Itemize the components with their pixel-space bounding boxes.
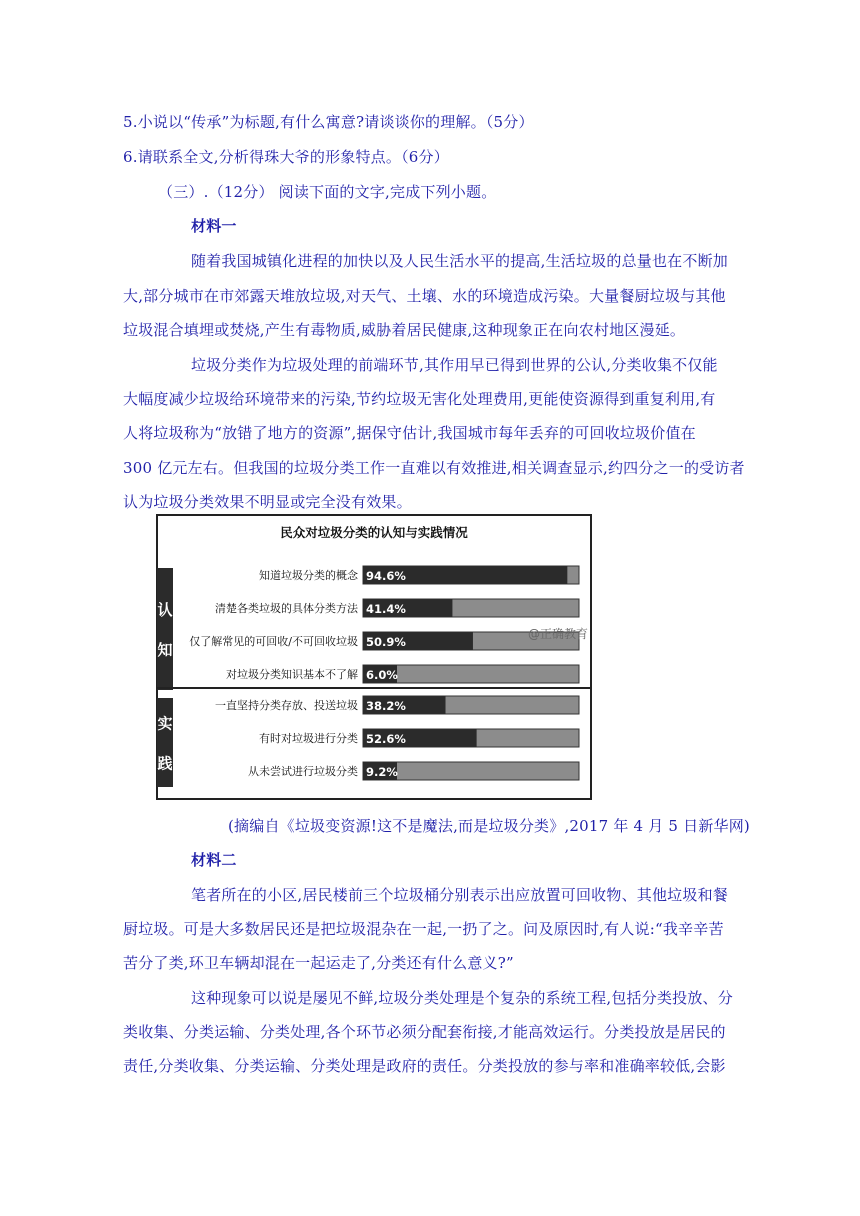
group-side-label: 知	[157, 641, 173, 659]
group-side-label: 认	[157, 601, 173, 619]
section-3-heading: （三）.（12分） 阅读下面的文字,完成下列小题。	[158, 183, 497, 201]
bar-category-label: 对垃圾分类知识基本不了解	[226, 668, 358, 681]
chart-title: 民众对垃圾分类的认知与实践情况	[280, 525, 468, 540]
group-side-block-0	[157, 568, 173, 690]
material-1-heading: 材料一	[191, 217, 237, 235]
bar-category-label: 清楚各类垃圾的具体分类方法	[215, 602, 358, 615]
bar-value-label: 38.2%	[366, 699, 406, 713]
bar-category-label: 有时对垃圾进行分类	[259, 732, 358, 745]
chart-frame	[157, 515, 591, 799]
bar-value-label: 6.0%	[366, 668, 398, 682]
survey-bar-chart	[156, 514, 592, 800]
bar-value-label: 94.6%	[366, 569, 406, 583]
material-2-para-2-line-2: 类收集、分类运输、分类处理,各个环节必须分配套衔接,才能高效运行。分类投放是居民的	[123, 1023, 726, 1041]
material-2-heading: 材料二	[191, 851, 237, 869]
bar-category-label: 知道垃圾分类的概念	[259, 569, 358, 582]
question-6: 6.请联系全文,分析得珠大爷的形象特点。（6分）	[123, 148, 449, 166]
material-2-para-1-line-1: 笔者所在的小区,居民楼前三个垃圾桶分别表示出应放置可回收物、其他垃圾和餐	[191, 886, 728, 904]
material-1-para-2-line-2: 大幅度减少垃圾给环境带来的污染,节约垃圾无害化处理费用,更能使资源得到重复利用,有	[123, 390, 716, 408]
material-1-source: (摘编自《垃圾变资源!这不是魔法,而是垃圾分类》,2017 年 4 月 5 日新华网)	[228, 817, 750, 835]
material-1-para-2-line-4: 300 亿元左右。但我国的垃圾分类工作一直难以有效推进,相关调查显示,约四分之一的受访者	[123, 459, 745, 477]
material-2-para-2-line-3: 责任,分类收集、分类运输、分类处理是政府的责任。分类投放的参与率和准确率较低,会影	[123, 1057, 726, 1075]
material-1-para-2-line-1: 垃圾分类作为垃圾处理的前端环节,其作用早已得到世界的公认,分类收集不仅能	[191, 356, 718, 374]
bar-value-label: 50.9%	[366, 635, 406, 649]
bar-category-label: 仅了解常见的可回收/不可回收垃圾	[189, 635, 358, 648]
material-1-para-2-line-5: 认为垃圾分类效果不明显或完全没有效果。	[123, 493, 412, 511]
material-1-para-1-line-2: 大,部分城市在市郊露天堆放垃圾,对天气、土壤、水的环境造成污染。大量餐厨垃圾与其他	[123, 287, 726, 305]
bar-category-label: 一直坚持分类存放、投送垃圾	[215, 699, 358, 712]
chart-svg	[156, 514, 592, 800]
bar-value-label: 52.6%	[366, 732, 406, 746]
material-1-para-1-line-3: 垃圾混合填埋或焚烧,产生有毒物质,威胁着居民健康,这种现象正在向农村地区漫延。	[123, 321, 686, 339]
group-side-block-1	[157, 698, 173, 787]
watermark-text: @正确教育	[527, 627, 588, 641]
group-side-label: 实	[157, 714, 173, 733]
material-2-para-1-line-2: 厨垃圾。可是大多数居民还是把垃圾混杂在一起,一扔了之。问及原因时,有人说:“我辛辛苦	[123, 920, 724, 938]
question-5: 5.小说以“传承”为标题,有什么寓意?请谈谈你的理解。（5分）	[123, 113, 534, 131]
material-2-para-1-line-3: 苦分了类,环卫车辆却混在一起运走了,分类还有什么意义?”	[123, 954, 514, 972]
group-side-label: 践	[157, 754, 173, 773]
material-2-para-2-line-1: 这种现象可以说是屡见不鲜,垃圾分类处理是个复杂的系统工程,包括分类投放、分	[191, 989, 733, 1007]
material-1-para-1-line-1: 随着我国城镇化进程的加快以及人民生活水平的提高,生活垃圾的总量也在不断加	[191, 252, 728, 270]
material-1-para-2-line-3: 人将垃圾称为“放错了地方的资源”,据保守估计,我国城市每年丢弃的可回收垃圾价值在	[123, 424, 696, 442]
bar-value-label: 9.2%	[366, 765, 398, 779]
bar-category-label: 从未尝试进行垃圾分类	[248, 765, 358, 778]
bar-value-label: 41.4%	[366, 602, 406, 616]
